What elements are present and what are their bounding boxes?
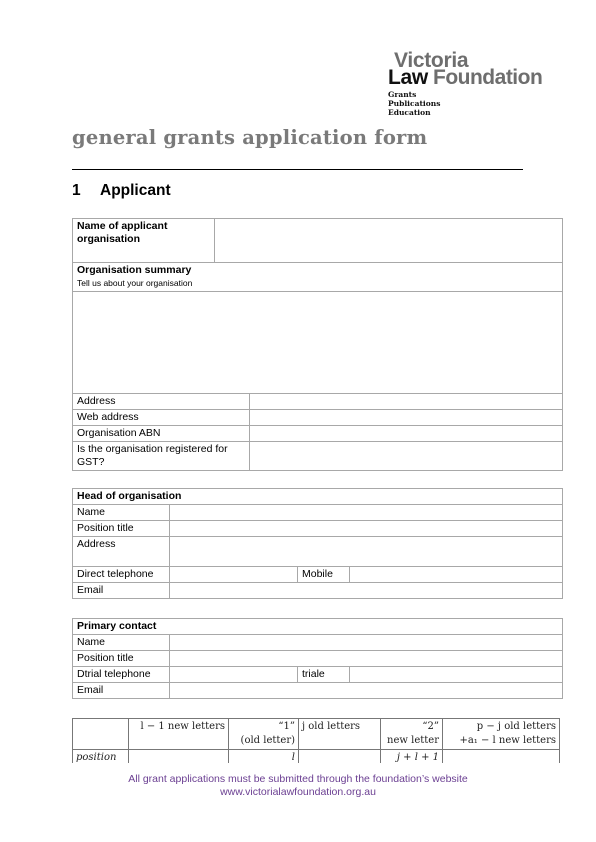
head-position-label: Position title	[73, 521, 170, 537]
org-summary-field[interactable]	[73, 292, 563, 394]
logo-tag-publications: Publications	[388, 99, 441, 108]
contact-direct-label: Dtrial telephone	[73, 667, 170, 683]
address-field[interactable]	[250, 394, 563, 410]
math-header-quote-1: “1”	[278, 721, 295, 732]
math-header-old-letter	[229, 719, 299, 750]
org-name-label: Name of applicant organisation	[73, 219, 215, 263]
org-summary-hint: Tell us about your organisation	[77, 278, 193, 288]
head-of-organisation-table	[72, 488, 563, 599]
overlay-math-table	[72, 718, 560, 767]
math-header-quote-2: “2”	[422, 721, 439, 732]
math-header-new-letters-2: +a₁ − l new letters	[459, 735, 556, 746]
logo-foundation: Foundation	[433, 66, 543, 89]
logo-law: Law	[388, 66, 428, 89]
head-mobile-field[interactable]	[350, 567, 563, 583]
contact-email-label: Email	[73, 683, 170, 699]
contact-heading: Primary contact	[73, 619, 563, 635]
head-email-label: Email	[73, 583, 170, 599]
math-header-old-letter-label: (old letter)	[240, 735, 295, 746]
primary-contact-table	[72, 618, 563, 699]
contact-direct-field[interactable]	[170, 667, 298, 683]
contact-position-field[interactable]	[170, 651, 563, 667]
contact-mobile-field[interactable]	[350, 667, 563, 683]
contact-email-field[interactable]	[170, 683, 563, 699]
foundation-logo	[388, 50, 572, 116]
footer	[0, 773, 596, 799]
org-summary-header	[73, 263, 563, 292]
math-header-new-letter-label: new letter	[387, 735, 439, 746]
abn-label: Organisation ABN	[73, 426, 250, 442]
head-name-label: Name	[73, 505, 170, 521]
math-header-old-letters-2: p − j old letters	[476, 721, 556, 732]
math-header-old-letters: j old letters	[299, 719, 381, 750]
math-cell-jl1: j + l + 1	[381, 750, 443, 767]
form-title: general grants application form	[72, 126, 428, 149]
head-position-field[interactable]	[170, 521, 563, 537]
web-address-field[interactable]	[250, 410, 563, 426]
head-heading: Head of organisation	[73, 489, 563, 505]
head-address-field[interactable]	[170, 537, 563, 567]
head-mobile-label: Mobile	[298, 567, 350, 583]
contact-name-label: Name	[73, 635, 170, 651]
math-header-new-letter	[381, 719, 443, 750]
head-direct-label: Direct telephone	[73, 567, 170, 583]
math-header-trailing	[443, 719, 560, 750]
contact-position-label: Position title	[73, 651, 170, 667]
section-heading	[72, 182, 171, 200]
abn-field[interactable]	[250, 426, 563, 442]
section-number: 1	[72, 182, 81, 199]
logo-victoria: Victoria	[394, 49, 469, 72]
footer-notice: All grant applications must be submitted through the foundation’s website	[128, 773, 468, 785]
head-name-field[interactable]	[170, 505, 563, 521]
head-direct-field[interactable]	[170, 567, 298, 583]
math-cell-l: l	[229, 750, 299, 767]
gst-field[interactable]	[250, 442, 563, 471]
contact-mobile-label: triale	[298, 667, 350, 683]
math-header-new-letters: l − 1 new letters	[129, 719, 229, 750]
logo-tag-education: Education	[388, 108, 431, 117]
applicant-table	[72, 218, 563, 471]
logo-tag-grants: Grants	[388, 90, 417, 99]
title-divider	[72, 169, 523, 170]
contact-name-field[interactable]	[170, 635, 563, 651]
org-name-field[interactable]	[215, 219, 563, 263]
footer-website[interactable]: www.victorialawfoundation.org.au	[220, 786, 376, 798]
gst-label: Is the organisation registered for GST?	[73, 442, 250, 471]
head-email-field[interactable]	[170, 583, 563, 599]
section-title: Applicant	[100, 182, 171, 199]
web-address-label: Web address	[73, 410, 250, 426]
math-position-label: position	[73, 750, 129, 767]
address-label: Address	[73, 394, 250, 410]
org-summary-label: Organisation summary	[77, 264, 192, 276]
math-corner-cell	[73, 719, 129, 750]
head-address-label: Address	[73, 537, 170, 567]
